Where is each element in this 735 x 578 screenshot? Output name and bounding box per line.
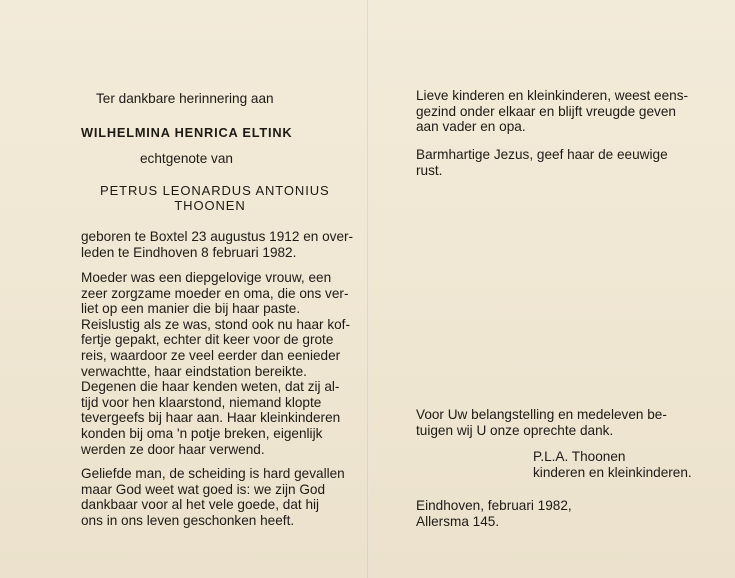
- spouse-name-line2: THOONEN: [174, 198, 246, 213]
- intro-line: Ter dankbare herinnering aan: [96, 91, 274, 106]
- right-page: [369, 0, 735, 578]
- prayer-text: Barmhartige Jezus, geef haar de eeuwige rust.: [416, 147, 668, 178]
- paragraph-mother: Moeder was een diepgelovige vrouw, een zeer zorgzame moeder en oma, die ons ver- liet op een manier die bij haar paste. Reislustig als ze was, stond ook nu haar kof- fertje gepakt, echter dit keer voor de grote reis, waardoor ze veel eerder dan eenieder verwachtte, haar eindstation bereikte. Degenen die haar kenden weten, dat zij al- tijd voor hen klaarstond, niemand klopte tevergeefs bij haar aan. Haar kleinkinderen konden bij oma 'n potje breken, eigenlijk werden ze door haar verwend.: [81, 270, 350, 457]
- left-page: [0, 0, 367, 578]
- place-date: Eindhoven, februari 1982,: [416, 498, 572, 513]
- spouse-name-line1: PETRUS LEONARDUS ANTONIUS: [100, 183, 330, 198]
- thanks-text: Voor Uw belangstelling en medeleven be- tuigen wij U onze oprechte dank.: [416, 407, 667, 438]
- relation-line: echtgenote van: [140, 151, 233, 166]
- address: Allersma 145.: [416, 514, 500, 529]
- paragraph-husband: Geliefde man, de scheiding is hard gevallen maar God weet wat goed is: we zijn God dankbaar voor al het vele goede, dat hij ons in ons leven geschonken heeft.: [81, 466, 345, 528]
- message-to-children: Lieve kinderen en kleinkinderen, weest eens- gezind onder elkaar en blijft vreugde geven aan vader en opa.: [416, 88, 689, 135]
- signature-family: kinderen en kleinkinderen.: [533, 465, 692, 480]
- birth-death-text: geboren te Boxtel 23 augustus 1912 en over- leden te Eindhoven 8 februari 1982.: [81, 229, 354, 260]
- signature-name: P.L.A. Thoonen: [533, 449, 626, 464]
- deceased-name: WILHELMINA HENRICA ELTINK: [81, 125, 293, 140]
